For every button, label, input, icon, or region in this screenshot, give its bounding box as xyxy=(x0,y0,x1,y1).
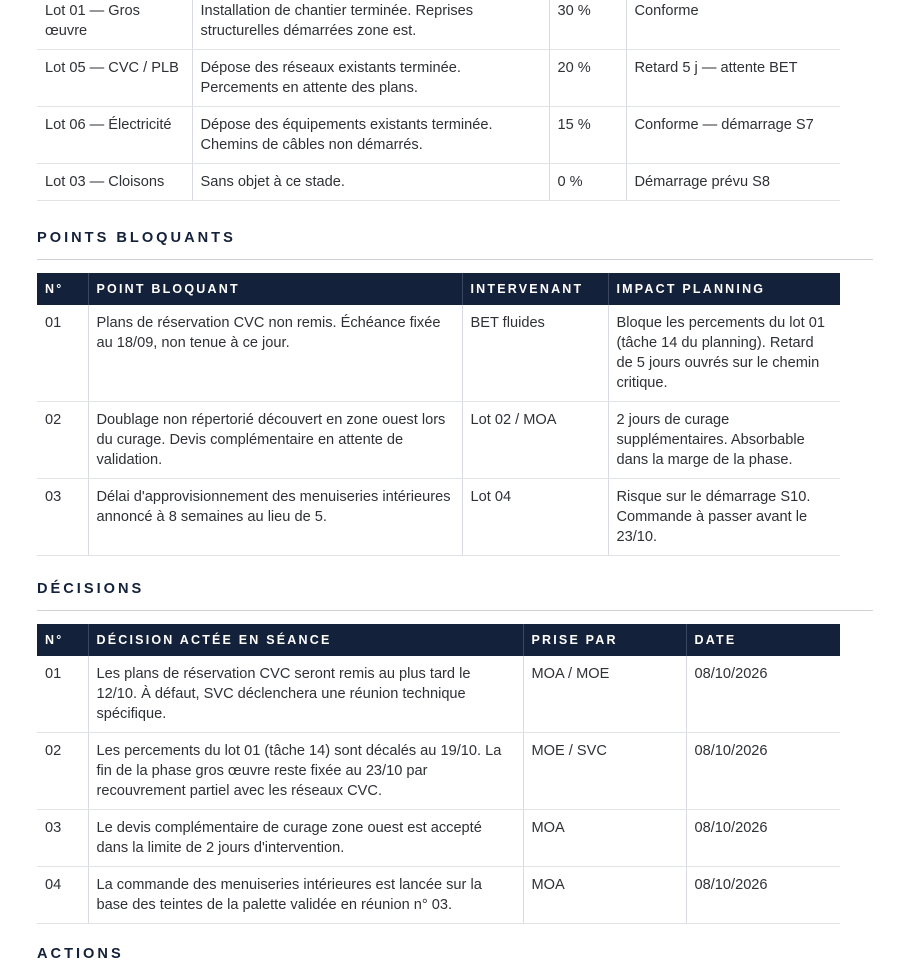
decision-text: Les percements du lot 01 (tâche 14) sont décalés au 19/10. La fin de la phase gros œuvre reste fixée au 23/10 par recouvrement partiel avec les réseaux CVC. xyxy=(88,733,523,810)
column-header-date: DATE xyxy=(686,624,840,656)
lot-name: Lot 05 — CVC / PLB xyxy=(37,50,192,107)
decision-text: Le devis complémentaire de curage zone ouest est accepté dans la limite de 2 jours d'intervention. xyxy=(88,810,523,867)
lot-name: Lot 01 — Gros œuvre xyxy=(37,0,192,50)
decision-owner: MOA xyxy=(523,810,686,867)
points-bloquants-table xyxy=(37,273,840,556)
table-row xyxy=(37,50,840,107)
decision-date: 08/10/2026 xyxy=(686,810,840,867)
decision-text: Les plans de réservation CVC seront remis au plus tard le 12/10. À défaut, SVC déclenchera une réunion technique spécifique. xyxy=(88,656,523,733)
decisions-heading: DÉCISIONS xyxy=(37,581,145,597)
column-header-number: N° xyxy=(37,624,88,656)
decision-owner: MOA / MOE xyxy=(523,656,686,733)
schedule-impact: Bloque les percements du lot 01 (tâche 14 du planning). Retard de 5 jours ouvrés sur le chemin critique. xyxy=(608,305,840,402)
table-row xyxy=(37,479,840,556)
table-row xyxy=(37,656,840,733)
section-divider xyxy=(37,610,873,611)
blocking-point: Délai d'approvisionnement des menuiseries intérieures annoncé à 8 semaines au lieu de 5. xyxy=(88,479,462,556)
table-row xyxy=(37,164,840,201)
row-number: 03 xyxy=(37,810,88,867)
table-row xyxy=(37,402,840,479)
column-header-intervenant: INTERVENANT xyxy=(462,273,608,305)
schedule-impact: Risque sur le démarrage S10. Commande à passer avant le 23/10. xyxy=(608,479,840,556)
column-header-taken-by: PRISE PAR xyxy=(523,624,686,656)
decision-owner: MOE / SVC xyxy=(523,733,686,810)
lots-progress-table xyxy=(37,0,840,201)
stakeholder: Lot 04 xyxy=(462,479,608,556)
table-header-row xyxy=(37,273,840,305)
decisions-table xyxy=(37,624,840,924)
actions-heading: ACTIONS xyxy=(37,946,124,961)
lot-detail: Sans objet à ce stade. xyxy=(192,164,549,201)
section-divider xyxy=(37,259,873,260)
column-header-point: POINT BLOQUANT xyxy=(88,273,462,305)
column-header-number: N° xyxy=(37,273,88,305)
row-number: 02 xyxy=(37,733,88,810)
table-row xyxy=(37,0,840,50)
blocking-point: Plans de réservation CVC non remis. Échéance fixée au 18/09, non tenue à ce jour. xyxy=(88,305,462,402)
table-row xyxy=(37,305,840,402)
decision-text: La commande des menuiseries intérieures est lancée sur la base des teintes de la palette validée en réunion n° 03. xyxy=(88,867,523,924)
table-row xyxy=(37,733,840,810)
stakeholder: BET fluides xyxy=(462,305,608,402)
row-number: 01 xyxy=(37,656,88,733)
lot-detail: Installation de chantier terminée. Reprises structurelles démarrées zone est. xyxy=(192,0,549,50)
decision-owner: MOA xyxy=(523,867,686,924)
row-number: 04 xyxy=(37,867,88,924)
lot-progress: 20 % xyxy=(549,50,626,107)
table-row xyxy=(37,107,840,164)
points-bloquants-heading: POINTS BLOQUANTS xyxy=(37,230,236,246)
lot-progress: 0 % xyxy=(549,164,626,201)
stakeholder: Lot 02 / MOA xyxy=(462,402,608,479)
schedule-impact: 2 jours de curage supplémentaires. Absorbable dans la marge de la phase. xyxy=(608,402,840,479)
decision-date: 08/10/2026 xyxy=(686,733,840,810)
table-row xyxy=(37,810,840,867)
lot-detail: Dépose des équipements existants terminée. Chemins de câbles non démarrés. xyxy=(192,107,549,164)
lot-name: Lot 06 — Électricité xyxy=(37,107,192,164)
lot-progress: 30 % xyxy=(549,0,626,50)
blocking-point: Doublage non répertorié découvert en zone ouest lors du curage. Devis complémentaire en attente de validation. xyxy=(88,402,462,479)
lot-status: Démarrage prévu S8 xyxy=(626,164,840,201)
lot-status: Retard 5 j — attente BET xyxy=(626,50,840,107)
column-header-impact: IMPACT PLANNING xyxy=(608,273,840,305)
row-number: 02 xyxy=(37,402,88,479)
column-header-decision: DÉCISION ACTÉE EN SÉANCE xyxy=(88,624,523,656)
lot-status: Conforme xyxy=(626,0,840,50)
table-header-row xyxy=(37,624,840,656)
decision-date: 08/10/2026 xyxy=(686,867,840,924)
lot-progress: 15 % xyxy=(549,107,626,164)
lot-detail: Dépose des réseaux existants terminée. Percements en attente des plans. xyxy=(192,50,549,107)
table-row xyxy=(37,867,840,924)
row-number: 03 xyxy=(37,479,88,556)
lot-name: Lot 03 — Cloisons xyxy=(37,164,192,201)
row-number: 01 xyxy=(37,305,88,402)
lot-status: Conforme — démarrage S7 xyxy=(626,107,840,164)
decision-date: 08/10/2026 xyxy=(686,656,840,733)
